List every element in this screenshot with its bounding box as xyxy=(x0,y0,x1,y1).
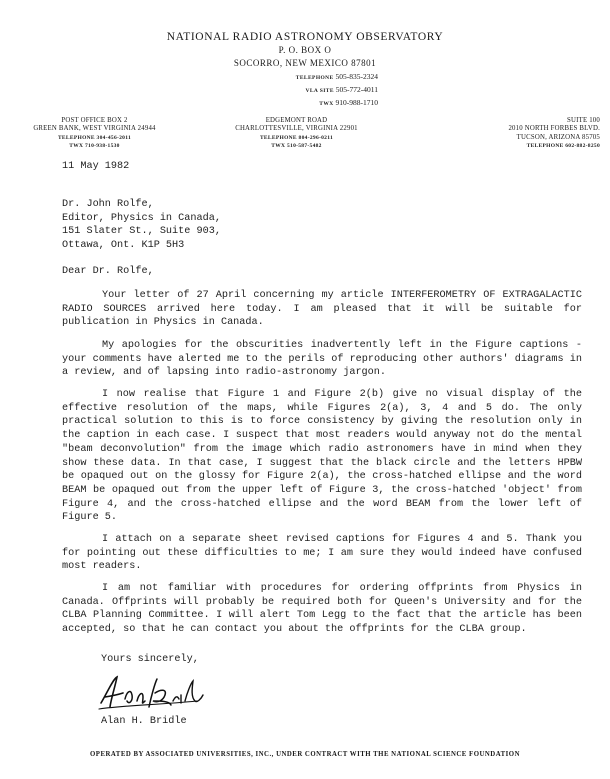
paragraph-1: Your letter of 27 April concerning my article INTERFEROMETRY OF EXTRAGALACTIC RADIO SOURCES arrived here today. I am pleased that it will be suitable for publication in Physics in Canada. xyxy=(62,290,582,329)
recipient-line: Dr. John Rolfe, xyxy=(62,199,154,210)
footer-operated-by: OPERATED BY ASSOCIATED UNIVERSITIES, INC., UNDER CONTRACT WITH THE NATIONAL SCIENCE FOUNDATION xyxy=(90,751,520,758)
salutation: Dear Dr. Rolfe, xyxy=(62,266,154,277)
letter-date: 11 May 1982 xyxy=(62,161,130,172)
office-tucson: SUITE 100 2010 NORTH FORBES BLVD. TUCSON, ARIZONA 85705 TELEPHONE 602-882-8250 xyxy=(508,117,600,149)
paragraph-2: My apologies for the obscurities inadvertently left in the Figure captions - your comments have alerted me to the perils of reproducing other authors' diagrams in a review, and of lapsing into radio-astronomy jargon. xyxy=(62,340,582,379)
letterhead-po-box: P. O. BOX O xyxy=(278,45,332,55)
office-charlottesville: EDGEMONT ROAD CHARLOTTESVILLE, VIRGINIA 22901 TELEPHONE 804-296-0211 TWX 510-587-5482 xyxy=(235,117,358,149)
recipient-address xyxy=(62,198,221,252)
paragraph-5: I am not familiar with procedures for ordering offprints from Physics in Canada. Offprints will probably be required both for Queen's University and for the CLBA Planning Committee. I will alert Tom Legg to the fact that the article has been accepted, so that he can contact you about the offprints for the CLBA group. xyxy=(62,583,582,636)
recipient-line: 151 Slater St., Suite 903, xyxy=(62,226,221,237)
letterhead-phone-twx: TWX 910-988-1710 xyxy=(319,98,378,107)
letterhead-phone-main: TELEPHONE 505-835-2324 xyxy=(295,72,378,81)
handwritten-signature xyxy=(97,671,207,715)
letterhead-org-name: NATIONAL RADIO ASTRONOMY OBSERVATORY xyxy=(166,31,444,43)
office-green-bank: POST OFFICE BOX 2 GREEN BANK, WEST VIRGINIA 24944 TELEPHONE 304-456-2011 TWX 710-938-1530 xyxy=(33,117,156,149)
recipient-line: Ottawa, Ont. K1P 5H3 xyxy=(62,239,185,251)
letterhead-phone-vla: VLA SITE 505-772-4011 xyxy=(305,85,378,94)
signer-name: Alan H. Bridle xyxy=(101,716,187,727)
letterhead-phones xyxy=(268,71,378,110)
paragraph-4: I attach on a separate sheet revised captions for Figures 4 and 5. Thank you for pointing out these difficulties to me; I am sure they would indeed have confused most readers. xyxy=(62,534,582,573)
closing: Yours sincerely, xyxy=(101,654,199,665)
recipient-line: Editor, Physics in Canada, xyxy=(62,212,221,224)
letterhead-city: SOCORRO, NEW MEXICO 87801 xyxy=(233,58,377,68)
paragraph-3: I now realise that Figure 1 and Figure 2(b) give no visual display of the effective resolution of the maps, while Figures 2(a), 3, 4 and 5 do. The only practical solution to this is to force consistency by giving the resolution only in the caption in each case. I suspect that most readers would anyway not do the mental "beam deconvolution" from the image which radio astronomers have in mind when they show these data. In that case, I suggest that the black circle and the letters HPBW be opaqued out on the glossy for Figure 2(a), the cross-hatched ellipse and the word BEAM be opaqued out from the upper left of Figure 3, the cross-hatched 'object' from Figure 4, and the cross-hatched ellipse and the word BEAM from the lower left of Figure 5. xyxy=(62,389,582,524)
